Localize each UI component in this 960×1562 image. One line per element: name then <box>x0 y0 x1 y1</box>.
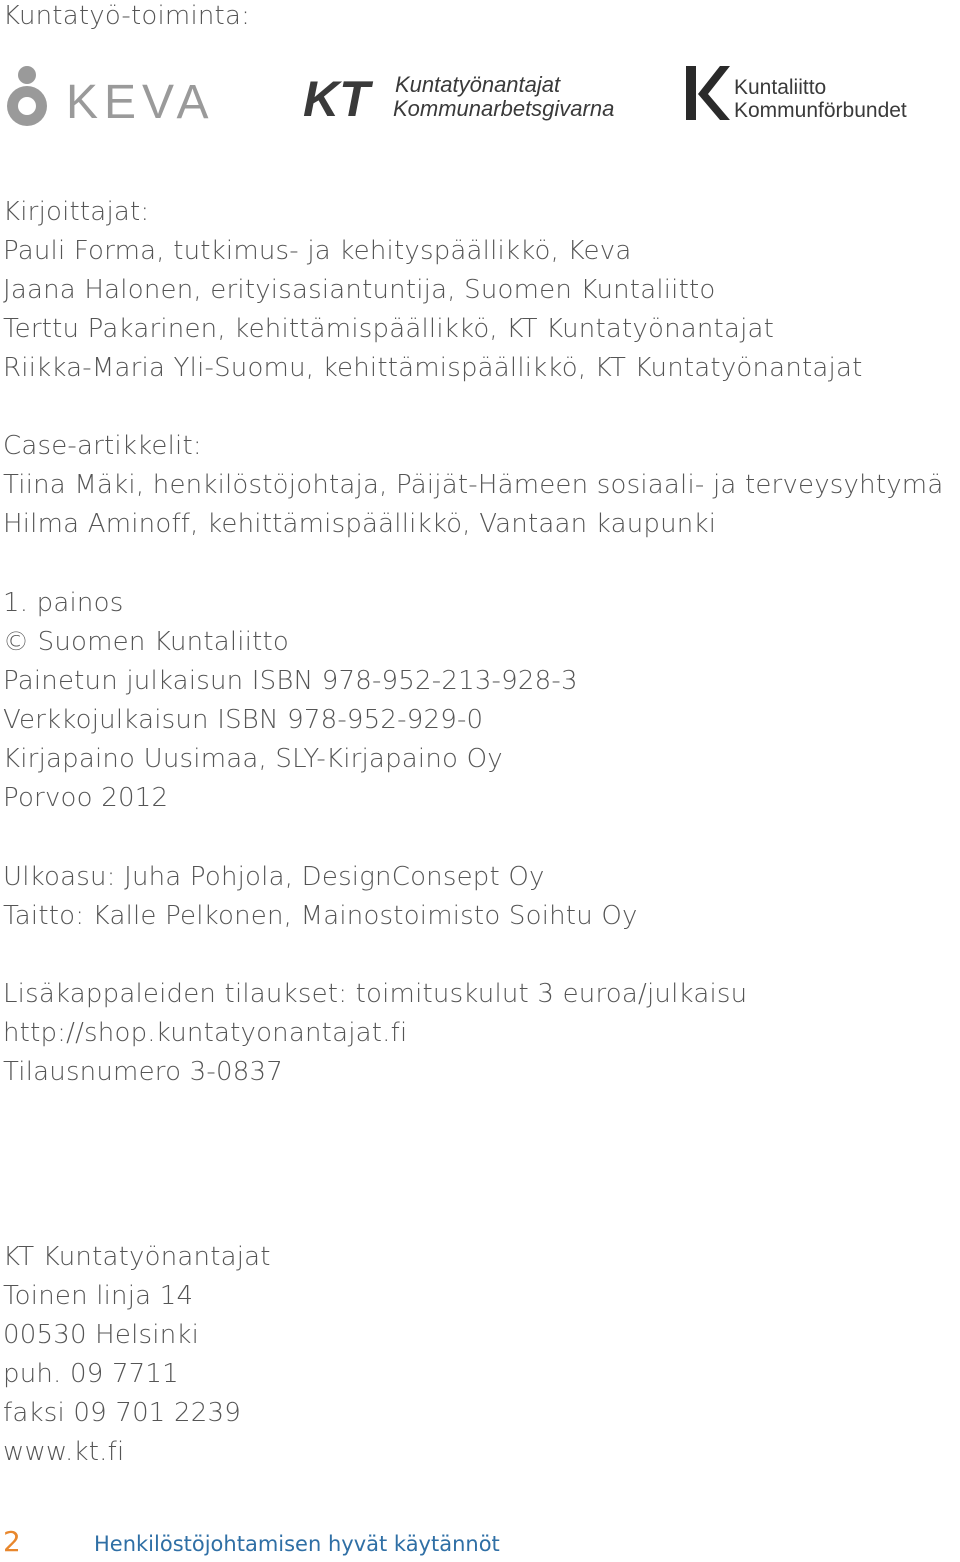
typesetting-credit: Taitto: Kalle Pelkonen, Mainostoimisto Soihtu Oy <box>3 901 638 931</box>
kuntaliitto-logo-line1: Kuntaliitto <box>734 76 827 99</box>
isbn-web: Verkkojulkaisun ISBN 978-952-929-0 <box>3 705 484 735</box>
logo-row <box>0 58 960 133</box>
author-line: Jaana Halonen, erityisasiantuntija, Suomen Kuntaliitto <box>3 275 716 305</box>
edition: 1. painos <box>3 588 124 618</box>
contact-org: KT Kuntatyönantajat <box>3 1242 271 1272</box>
keva-logo-dot <box>18 66 36 84</box>
keva-logo-text: KEVA <box>66 76 215 128</box>
kt-logo <box>303 72 643 128</box>
author-line: Riikka-Maria Yli-Suomu, kehittämispäällikkö, KT Kuntatyönantajat <box>3 353 863 383</box>
place-year: Porvoo 2012 <box>3 783 169 813</box>
kuntaliitto-logo-line2: Kommunförbundet <box>734 99 907 122</box>
authors-label: Kirjoittajat: <box>3 197 150 227</box>
order-info: Lisäkappaleiden tilaukset: toimituskulut 3 euroa/julkaisu <box>3 979 748 1009</box>
author-line: Pauli Forma, tutkimus- ja kehityspäällikkö, Keva <box>3 236 632 266</box>
case-line: Tiina Mäki, henkilöstöjohtaja, Päijät-Hämeen sosiaali- ja terveysyhtymä <box>3 470 944 500</box>
contact-fax: faksi 09 701 2239 <box>3 1398 241 1428</box>
order-number: Tilausnumero 3-0837 <box>3 1057 283 1087</box>
isbn-print: Painetun julkaisun ISBN 978-952-213-928-3 <box>3 666 578 696</box>
contact-city: 00530 Helsinki <box>3 1320 200 1350</box>
kt-logo-mark: KT <box>303 72 370 127</box>
page-number: 2 <box>3 1525 21 1558</box>
contact-web-link[interactable]: www.kt.fi <box>3 1437 125 1467</box>
cases-label: Case-artikkelit: <box>3 431 202 461</box>
footer-title: Henkilöstöjohtamisen hyvät käytännöt <box>94 1532 500 1556</box>
contact-phone: puh. 09 7711 <box>3 1359 179 1389</box>
keva-logo <box>0 62 260 128</box>
case-line: Hilma Aminoff, kehittämispäällikkö, Vantaan kaupunki <box>3 509 717 539</box>
page-heading: Kuntatyö-toiminta: <box>3 1 251 31</box>
copyright: © Suomen Kuntaliitto <box>3 627 290 657</box>
printer: Kirjapaino Uusimaa, SLY-Kirjapaino Oy <box>3 744 503 774</box>
layout-credit: Ulkoasu: Juha Pohjola, DesignConsept Oy <box>3 862 545 892</box>
author-line: Terttu Pakarinen, kehittämispäällikkö, KT Kuntatyönantajat <box>3 314 775 344</box>
contact-street: Toinen linja 14 <box>3 1281 194 1311</box>
kuntaliitto-emblem-icon <box>686 66 730 120</box>
kuntaliitto-logo <box>684 62 944 128</box>
kt-logo-line1: Kuntatyönantajat <box>395 72 561 97</box>
kt-logo-line2: Kommunarbetsgivarna <box>393 96 615 121</box>
shop-link[interactable]: http://shop.kuntatyonantajat.fi <box>3 1018 408 1048</box>
